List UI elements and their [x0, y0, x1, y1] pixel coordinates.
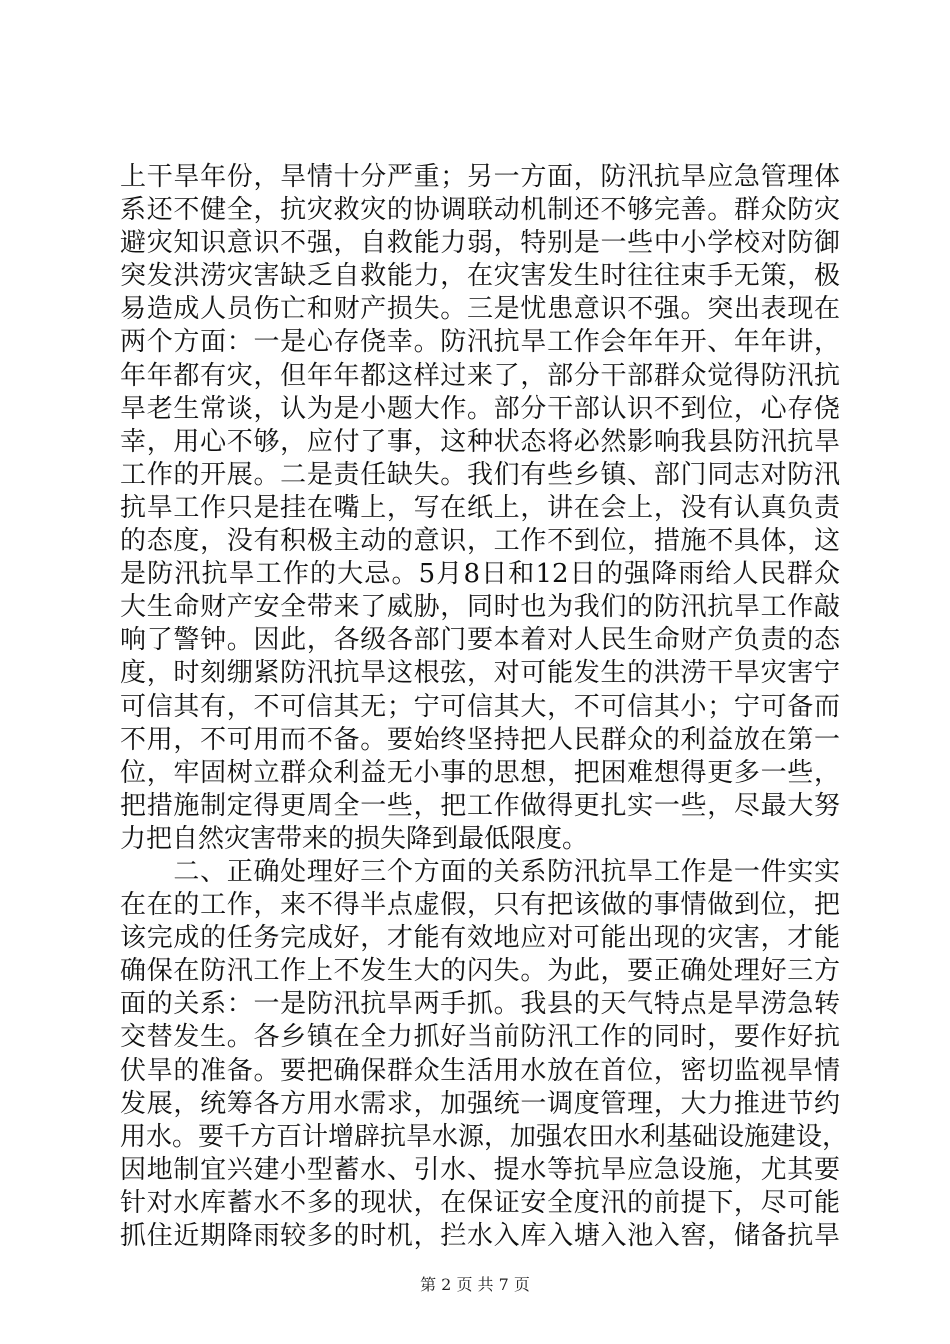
- body-line: 把措施制定得更周全一些，把工作做得更扎实一些，尽最大努: [120, 790, 840, 821]
- body-line: 两个方面：一是心存侥幸。防汛抗旱工作会年年开、年年讲，: [120, 327, 840, 358]
- body-line: 是防汛抗旱工作的大忌。5月8日和12日的强降雨给人民群众: [120, 559, 840, 590]
- body-line: 在在的工作，来不得半点虚假，只有把该做的事情做到位，把: [120, 890, 840, 921]
- page-footer: 第 2 页 共 7 页: [420, 1275, 530, 1294]
- body-line: 伏旱的准备。要把确保群众生活用水放在首位，密切监视旱情: [120, 1055, 840, 1086]
- body-line: 大生命财产安全带来了威胁，同时也为我们的防汛抗旱工作敲: [120, 592, 840, 623]
- body-line: 用水。要千方百计增辟抗旱水源，加强农田水利基础设施建设，: [120, 1121, 849, 1152]
- body-line: 二、正确处理好三个方面的关系防汛抗旱工作是一件实实: [120, 856, 840, 887]
- body-line: 可信其有，不可信其无；宁可信其大，不可信其小；宁可备而: [120, 691, 840, 722]
- document-body: [120, 161, 849, 1253]
- body-line: 不用，不可用而不备。要始终坚持把人民群众的利益放在第一: [120, 724, 840, 755]
- body-line: 针对水库蓄水不多的现状，在保证安全度汛的前提下，尽可能: [120, 1187, 840, 1218]
- body-line: 工作的开展。二是责任缺失。我们有些乡镇、部门同志对防汛: [120, 459, 840, 490]
- body-line: 系还不健全，抗灾救灾的协调联动机制还不够完善。群众防灾: [120, 195, 840, 226]
- body-line: 旱老生常谈，认为是小题大作。部分干部认识不到位，心存侥: [120, 393, 840, 424]
- body-line: 避灾知识意识不强，自救能力弱，特别是一些中小学校对防御: [120, 228, 840, 259]
- body-line: 抗旱工作只是挂在嘴上，写在纸上，讲在会上，没有认真负责: [120, 492, 840, 523]
- body-line: 年年都有灾，但年年都这样过来了，部分干部群众觉得防汛抗: [120, 360, 840, 391]
- body-line: 位，牢固树立群众利益无小事的思想，把困难想得更多一些，: [120, 757, 840, 788]
- body-line: 响了警钟。因此，各级各部门要本着对人民生命财产负责的态: [120, 625, 840, 656]
- body-line: 确保在防汛工作上不发生大的闪失。为此，要正确处理好三方: [120, 956, 840, 987]
- body-line: 的态度，没有积极主动的意识，工作不到位，措施不具体，这: [120, 526, 840, 557]
- body-line: 抓住近期降雨较多的时机，拦水入库入塘入池入窖，储备抗旱: [120, 1221, 840, 1251]
- body-line: 发展，统筹各方用水需求，加强统一调度管理，大力推进节约: [120, 1088, 840, 1119]
- body-line: 幸，用心不够，应付了事，这种状态将必然影响我县防汛抗旱: [120, 426, 840, 457]
- body-line: 因地制宜兴建小型蓄水、引水、提水等抗旱应急设施，尤其要: [120, 1154, 840, 1185]
- body-line: 力把自然灾害带来的损失降到最低限度。: [120, 823, 589, 854]
- body-line: 上干旱年份，旱情十分严重；另一方面，防汛抗旱应急管理体: [120, 162, 840, 192]
- body-line: 面的关系：一是防汛抗旱两手抓。我县的天气特点是旱涝急转: [120, 989, 840, 1020]
- body-line: 度，时刻绷紧防汛抗旱这根弦，对可能发生的洪涝干旱灾害宁: [120, 658, 840, 689]
- body-line: 交替发生。各乡镇在全力抓好当前防汛工作的同时，要作好抗: [120, 1022, 840, 1053]
- body-line: 该完成的任务完成好，才能有效地应对可能出现的灾害，才能: [120, 923, 840, 954]
- body-line: 易造成人员伤亡和财产损失。三是忧患意识不强。突出表现在: [120, 294, 840, 325]
- body-line: 突发洪涝灾害缺乏自救能力，在灾害发生时往往束手无策，极: [120, 261, 840, 292]
